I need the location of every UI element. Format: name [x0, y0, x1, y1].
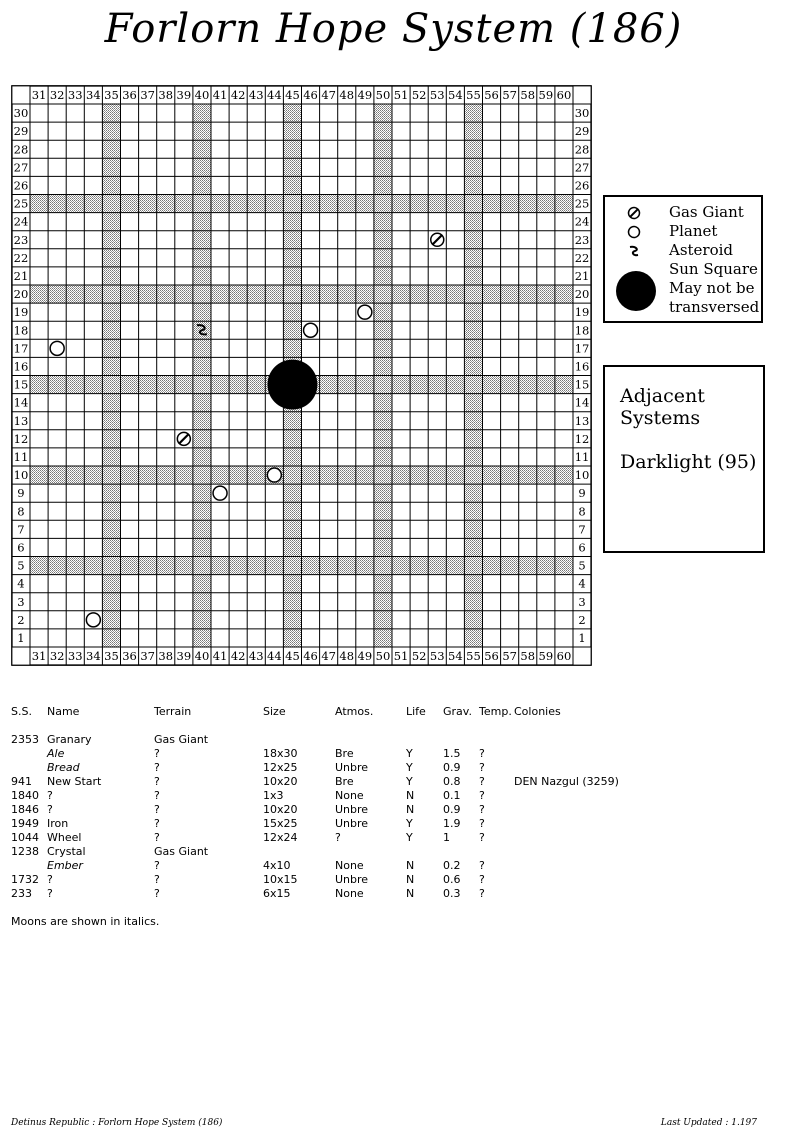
table-header-name: Name [47, 705, 80, 718]
table-cell-life: N [406, 803, 415, 816]
gas-giant-marker [177, 432, 190, 445]
row-label-left: 17 [13, 341, 29, 356]
table-cell-grav: 0.6 [443, 873, 461, 886]
planet-marker [86, 613, 100, 627]
row-label-right: 25 [574, 196, 590, 211]
table-cell-life: Y [406, 831, 413, 844]
planet-marker [358, 305, 372, 319]
table-cell-name: Ember [47, 859, 83, 872]
table-cell-atmos: Unbre [335, 803, 369, 816]
col-label-top: 43 [248, 87, 264, 102]
col-label-bottom: 57 [502, 649, 517, 664]
col-label-bottom: 58 [520, 649, 536, 664]
col-label-bottom: 42 [230, 649, 246, 664]
col-label-bottom: 37 [140, 649, 155, 664]
planet-marker [304, 323, 318, 337]
asteroid-icon [627, 244, 641, 258]
table-cell-size: 15x25 [263, 817, 298, 830]
col-label-bottom: 46 [303, 649, 318, 664]
table-cell-name: Granary [47, 733, 92, 746]
table-cell-terrain: ? [154, 859, 160, 872]
row-label-left: 10 [13, 468, 29, 483]
system-map [10, 84, 590, 666]
row-label-left: 24 [13, 214, 29, 229]
planet-marker [267, 468, 281, 482]
row-label-right: 29 [574, 124, 590, 139]
row-label-right: 28 [574, 142, 590, 157]
col-label-bottom: 47 [321, 649, 336, 664]
table-cell-temp: ? [479, 831, 485, 844]
table-cell-size: 10x20 [263, 775, 298, 788]
table-cell-terrain: ? [154, 747, 160, 760]
col-label-bottom: 35 [104, 649, 119, 664]
table-cell-temp: ? [479, 747, 485, 760]
table-cell-atmos: None [335, 789, 364, 802]
col-label-bottom: 36 [122, 649, 137, 664]
col-label-top: 37 [140, 87, 155, 102]
row-label-right: 23 [574, 232, 590, 247]
col-label-top: 41 [212, 87, 228, 102]
table-cell-atmos: ? [335, 831, 341, 844]
col-label-bottom: 40 [194, 649, 210, 664]
table-header-temp: Temp. [479, 705, 512, 718]
row-label-right: 17 [574, 341, 590, 356]
row-label-left: 14 [13, 395, 29, 410]
row-label-left: 21 [13, 268, 29, 283]
row-label-right: 5 [578, 558, 586, 573]
row-label-left: 16 [13, 359, 29, 374]
col-label-bottom: 44 [267, 649, 282, 664]
planet-icon [627, 225, 641, 239]
table-cell-atmos: Bre [335, 775, 354, 788]
col-label-bottom: 55 [466, 649, 481, 664]
row-label-right: 13 [574, 413, 590, 428]
table-cell-temp: ? [479, 775, 485, 788]
table-cell-name: New Start [47, 775, 102, 788]
table-cell-size: 6x15 [263, 887, 291, 900]
row-label-right: 18 [574, 323, 590, 338]
legend-sun-line1: Sun Square [669, 260, 758, 278]
row-label-right: 2 [578, 612, 586, 627]
table-cell-atmos: Unbre [335, 761, 369, 774]
col-label-bottom: 60 [556, 649, 572, 664]
table-cell-atmos: None [335, 887, 364, 900]
col-label-top: 32 [49, 87, 65, 102]
legend-gas-giant [605, 203, 761, 222]
page-title: Forlorn Hope System (186) [104, 6, 683, 52]
table-cell-atmos: Unbre [335, 817, 369, 830]
col-label-top: 52 [411, 87, 427, 102]
col-label-top: 34 [86, 87, 101, 102]
row-label-right: 1 [578, 630, 586, 645]
row-label-right: 19 [574, 305, 590, 320]
col-label-bottom: 34 [86, 649, 101, 664]
col-label-bottom: 31 [31, 649, 47, 664]
table-header-ss: S.S. [11, 705, 32, 718]
row-label-right: 11 [574, 449, 590, 464]
row-label-left: 6 [17, 540, 25, 555]
table-header-size: Size [263, 705, 286, 718]
row-label-left: 13 [13, 413, 29, 428]
table-cell-grav: 0.3 [443, 887, 461, 900]
col-label-bottom: 52 [411, 649, 427, 664]
table-cell-grav: 0.9 [443, 803, 461, 816]
adjacent-systems-title: Adjacent Systems [620, 385, 705, 429]
sun-icon [615, 270, 657, 312]
table-cell-grav: 1.5 [443, 747, 461, 760]
col-label-top: 54 [448, 87, 463, 102]
table-cell-grav: 0.1 [443, 789, 461, 802]
table-cell-size: 1x3 [263, 789, 284, 802]
sun-marker [267, 360, 317, 410]
row-label-right: 15 [574, 377, 590, 392]
col-label-bottom: 39 [176, 649, 192, 664]
col-label-top: 60 [556, 87, 572, 102]
table-cell-temp: ? [479, 887, 485, 900]
col-label-bottom: 33 [67, 649, 83, 664]
row-label-left: 7 [17, 522, 25, 537]
row-label-left: 19 [13, 305, 29, 320]
table-header-grav: Grav. [443, 705, 472, 718]
col-label-top: 57 [502, 87, 517, 102]
table-cell-terrain: ? [154, 873, 160, 886]
table-cell-colonies: DEN Nazgul (3259) [514, 775, 619, 788]
table-cell-terrain: ? [154, 887, 160, 900]
footer-left: Detinus Republic : Forlorn Hope System (186) [11, 1118, 223, 1128]
col-label-top: 56 [484, 87, 499, 102]
col-label-top: 50 [375, 87, 391, 102]
table-cell-terrain: Gas Giant [154, 733, 209, 746]
table-cell-size: 18x30 [263, 747, 298, 760]
col-label-bottom: 56 [484, 649, 499, 664]
col-label-top: 46 [303, 87, 318, 102]
table-cell-ss: 1846 [11, 803, 39, 816]
legend-sun-line3: transversed [669, 298, 760, 316]
row-label-right: 6 [578, 540, 586, 555]
table-cell-name: Wheel [47, 831, 82, 844]
table-cell-terrain: ? [154, 761, 160, 774]
col-label-top: 35 [104, 87, 119, 102]
row-label-left: 3 [17, 594, 25, 609]
table-cell-ss: 941 [11, 775, 32, 788]
table-cell-atmos: Unbre [335, 873, 369, 886]
table-cell-name: ? [47, 873, 53, 886]
table-cell-name: Iron [47, 817, 69, 830]
row-label-left: 9 [17, 486, 25, 501]
table-header-colonies: Colonies [514, 705, 561, 718]
legend-planet [605, 222, 761, 241]
table-cell-life: Y [406, 761, 413, 774]
table-cell-name: Bread [47, 761, 80, 774]
row-label-right: 21 [574, 268, 590, 283]
row-label-right: 4 [578, 576, 586, 591]
col-label-bottom: 48 [339, 649, 355, 664]
table-cell-life: Y [406, 775, 413, 788]
col-label-bottom: 45 [285, 649, 300, 664]
row-label-right: 27 [574, 160, 590, 175]
row-label-right: 22 [574, 250, 590, 265]
row-label-left: 15 [13, 377, 29, 392]
col-label-top: 47 [321, 87, 336, 102]
table-cell-name: Ale [47, 747, 65, 760]
table-cell-name: ? [47, 887, 53, 900]
table-cell-name: Crystal [47, 845, 86, 858]
col-label-top: 55 [466, 87, 481, 102]
row-label-left: 25 [13, 196, 29, 211]
row-label-right: 10 [574, 468, 590, 483]
table-cell-life: N [406, 873, 415, 886]
row-label-left: 27 [13, 160, 29, 175]
footer-right: Last Updated : 1.197 [660, 1118, 757, 1128]
table-cell-temp: ? [479, 761, 485, 774]
col-label-top: 59 [538, 87, 554, 102]
table-cell-temp: ? [479, 789, 485, 802]
table-cell-life: N [406, 789, 415, 802]
table-cell-life: N [406, 859, 415, 872]
col-label-top: 40 [194, 87, 210, 102]
col-label-top: 48 [339, 87, 355, 102]
legend-sun [605, 260, 761, 317]
table-cell-grav: 0.9 [443, 761, 461, 774]
col-label-bottom: 43 [248, 649, 264, 664]
row-label-right: 9 [578, 486, 586, 501]
table-cell-life: Y [406, 747, 413, 760]
table-header-terrain: Terrain [154, 705, 192, 718]
gas-giant-marker [431, 233, 444, 246]
legend-asteroid [605, 241, 761, 260]
table-cell-size: 10x15 [263, 873, 298, 886]
table-cell-atmos: None [335, 859, 364, 872]
table-cell-ss: 2353 [11, 733, 39, 746]
table-cell-ss: 1949 [11, 817, 39, 830]
adjacent-systems-box [603, 365, 765, 553]
row-label-left: 18 [13, 323, 29, 338]
table-cell-ss: 1840 [11, 789, 39, 802]
row-label-right: 26 [574, 178, 590, 193]
col-label-top: 33 [67, 87, 83, 102]
row-label-right: 14 [574, 395, 590, 410]
row-label-left: 1 [17, 630, 25, 645]
table-cell-ss: 1732 [11, 873, 39, 886]
table-cell-ss: 1238 [11, 845, 39, 858]
col-label-bottom: 59 [538, 649, 554, 664]
adjacent-system-item: Darklight (95) [620, 451, 757, 473]
col-label-top: 36 [122, 87, 137, 102]
table-cell-temp: ? [479, 803, 485, 816]
row-label-left: 29 [13, 124, 29, 139]
table-cell-temp: ? [479, 859, 485, 872]
row-label-left: 22 [13, 250, 29, 265]
col-label-top: 45 [285, 87, 300, 102]
row-label-left: 8 [17, 504, 25, 519]
row-label-right: 24 [574, 214, 590, 229]
legend-box [603, 195, 763, 323]
col-label-top: 44 [267, 87, 282, 102]
row-label-left: 20 [13, 287, 29, 302]
col-label-bottom: 54 [448, 649, 463, 664]
col-label-bottom: 53 [429, 649, 445, 664]
legend-planet-label: Planet [669, 222, 718, 240]
table-cell-temp: ? [479, 873, 485, 886]
col-label-top: 58 [520, 87, 536, 102]
table-cell-grav: 1 [443, 831, 450, 844]
table-cell-size: 12x25 [263, 761, 298, 774]
table-cell-atmos: Bre [335, 747, 354, 760]
table-cell-life: Y [406, 817, 413, 830]
row-label-left: 12 [13, 431, 29, 446]
table-cell-terrain: ? [154, 817, 160, 830]
col-label-bottom: 38 [158, 649, 174, 664]
table-header-life: Life [406, 705, 426, 718]
col-label-top: 38 [158, 87, 174, 102]
table-cell-ss: 233 [11, 887, 32, 900]
row-label-left: 4 [17, 576, 25, 591]
planet-marker [50, 341, 64, 355]
col-label-bottom: 51 [393, 649, 409, 664]
row-label-right: 3 [578, 594, 586, 609]
col-label-bottom: 32 [49, 649, 65, 664]
col-label-top: 51 [393, 87, 409, 102]
table-cell-grav: 0.8 [443, 775, 461, 788]
row-label-right: 8 [578, 504, 586, 519]
col-label-bottom: 50 [375, 649, 391, 664]
row-label-right: 12 [574, 431, 590, 446]
gas-giant-icon [627, 206, 641, 220]
col-label-top: 31 [31, 87, 47, 102]
table-cell-terrain: ? [154, 803, 160, 816]
table-cell-grav: 0.2 [443, 859, 461, 872]
planet-marker [213, 486, 227, 500]
row-label-right: 16 [574, 359, 590, 374]
col-label-top: 42 [230, 87, 246, 102]
legend-asteroid-label: Asteroid [669, 241, 734, 259]
table-cell-size: 10x20 [263, 803, 298, 816]
row-label-right: 7 [578, 522, 586, 537]
row-label-left: 30 [13, 106, 29, 121]
table-cell-ss: 1044 [11, 831, 39, 844]
table-cell-terrain: Gas Giant [154, 845, 209, 858]
table-cell-grav: 1.9 [443, 817, 461, 830]
col-label-top: 53 [429, 87, 445, 102]
col-label-top: 39 [176, 87, 192, 102]
table-cell-terrain: ? [154, 789, 160, 802]
row-label-left: 28 [13, 142, 29, 157]
table-cell-life: N [406, 887, 415, 900]
col-label-bottom: 49 [357, 649, 373, 664]
col-label-top: 49 [357, 87, 373, 102]
moons-note: Moons are shown in italics. [11, 915, 160, 928]
row-label-left: 5 [17, 558, 25, 573]
table-cell-size: 12x24 [263, 831, 298, 844]
legend-sun-line2: May not be [669, 279, 755, 297]
row-label-left: 26 [13, 178, 29, 193]
row-label-right: 20 [574, 287, 590, 302]
table-header-atmos: Atmos. [335, 705, 374, 718]
col-label-bottom: 41 [212, 649, 228, 664]
row-label-left: 11 [13, 449, 29, 464]
row-label-right: 30 [574, 106, 590, 121]
row-label-left: 23 [13, 232, 29, 247]
legend-gas-giant-label: Gas Giant [669, 203, 744, 221]
table-cell-temp: ? [479, 817, 485, 830]
row-label-left: 2 [17, 612, 25, 627]
table-cell-terrain: ? [154, 831, 160, 844]
table-cell-terrain: ? [154, 775, 160, 788]
table-cell-name: ? [47, 803, 53, 816]
table-cell-name: ? [47, 789, 53, 802]
table-cell-size: 4x10 [263, 859, 291, 872]
